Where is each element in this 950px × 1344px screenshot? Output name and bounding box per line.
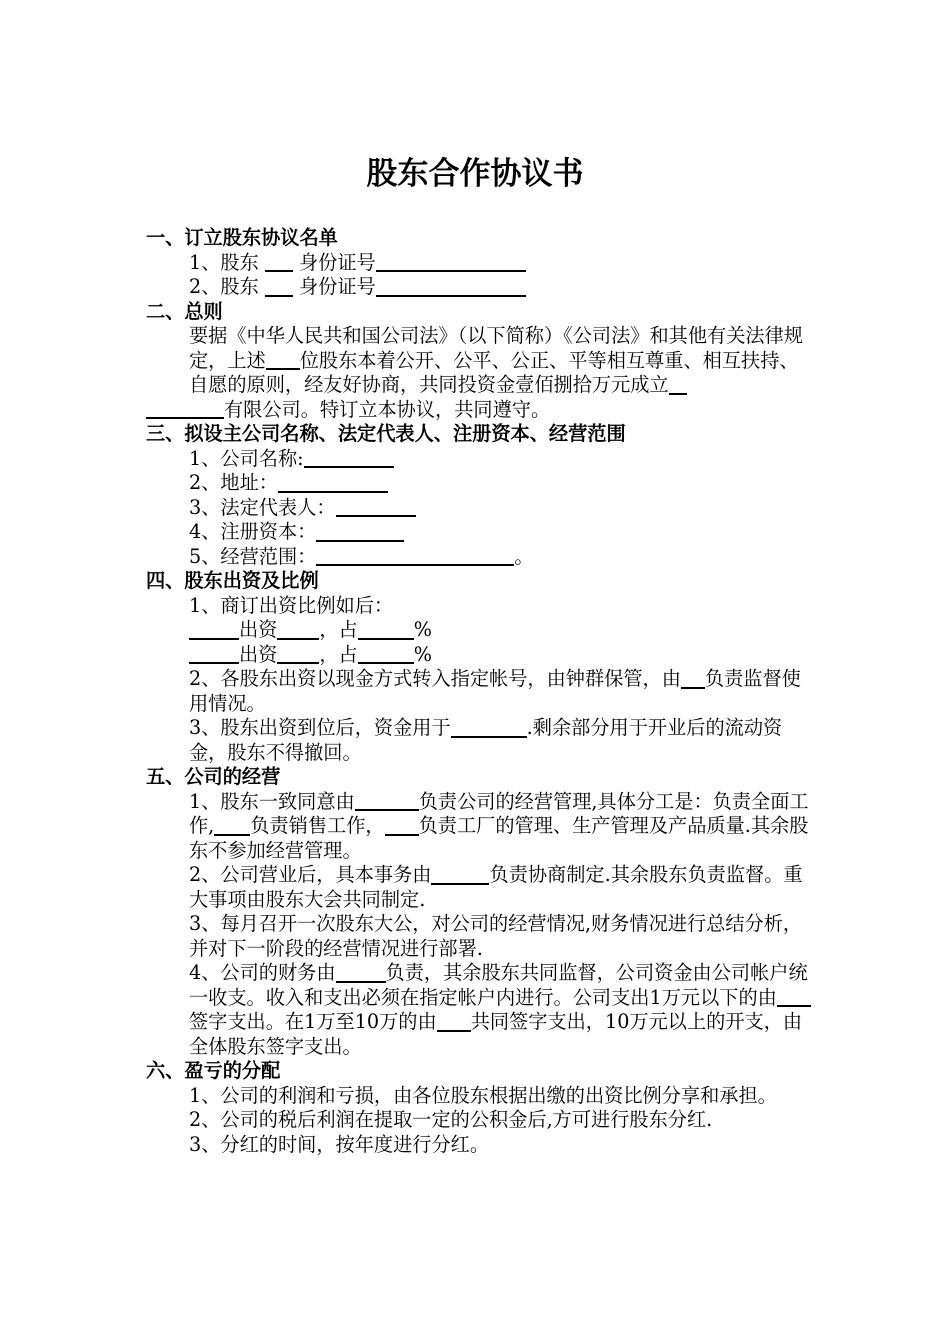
item-label: 5、经营范围： bbox=[189, 544, 317, 568]
company-name-field[interactable] bbox=[304, 449, 394, 468]
company-name-blank[interactable] bbox=[669, 376, 687, 395]
factory-lead-blank[interactable] bbox=[385, 817, 419, 836]
paragraph-text: 负责协商制定.其余股东负责监督。重大事项由股东大会共同制定. bbox=[189, 863, 803, 911]
paragraph-text: 负责监督使用情况。 bbox=[189, 667, 801, 715]
shareholder-row-1 bbox=[146, 251, 811, 276]
item-label: 4、注册资本： bbox=[189, 520, 317, 543]
section-5-heading: 五、公司的经营 bbox=[146, 765, 281, 788]
contribution-paragraph-2 bbox=[146, 667, 811, 716]
paragraph-text: 负责公司的经营管理,具体分工是：负责全面工作, bbox=[189, 789, 809, 837]
contribution-row-1 bbox=[146, 618, 811, 643]
item-label: 1、公司名称: bbox=[189, 446, 304, 470]
paragraph-text: .剩余部分用于开业后的流动资金，股东不得撤回。 bbox=[189, 716, 783, 764]
company-name-item bbox=[146, 447, 811, 472]
shareholder-label: 2、股东 bbox=[189, 275, 259, 298]
id-number-label: 身份证号 bbox=[299, 275, 376, 298]
general-provisions-paragraph bbox=[146, 324, 811, 398]
paragraph-text: 负责工厂的管理、生产管理及产品质量.其余股东不参加经营管理。 bbox=[189, 814, 809, 862]
id-number-label: 身份证号 bbox=[299, 250, 376, 274]
shareholder-count-blank[interactable] bbox=[266, 351, 300, 370]
operation-paragraph-3: 3、每月召开一次股东大公，对公司的经营情况,财务情况进行总结分析，并对下一阶段的经营情况进行部署. bbox=[189, 912, 803, 960]
signer-blank[interactable] bbox=[777, 988, 811, 1007]
id-number-blank[interactable] bbox=[376, 253, 526, 272]
profit-paragraph-2: 2、公司的税后利润在提取一定的公积金后,方可进行股东分红. bbox=[189, 1108, 713, 1131]
item-label: 2、地址： bbox=[189, 471, 278, 494]
item-label: 3、法定代表人： bbox=[189, 495, 336, 519]
profit-paragraph-1: 1、公司的利润和亏损，由各位股东根据出缴的出资比例分享和承担。 bbox=[189, 1083, 777, 1107]
section-4-heading: 四、股东出资及比例 bbox=[146, 569, 319, 592]
percent-sign: % bbox=[413, 618, 432, 641]
paragraph-text: 负责，其余股东共同监督，公司资金由公司帐户统一收支。收入和支出必须在指定帐户内进行。公司支出1万元以下的由 bbox=[189, 961, 808, 1009]
contribution-label: 出资 bbox=[239, 642, 278, 666]
contribution-label: 出资 bbox=[239, 618, 278, 641]
shareholder-label: 1、股东 bbox=[189, 250, 259, 274]
paragraph-text: 负责销售工作， bbox=[250, 814, 385, 837]
manager-blank[interactable] bbox=[355, 792, 419, 811]
operation-paragraph-1 bbox=[146, 790, 811, 864]
section-2-heading: 二、总则 bbox=[146, 299, 223, 323]
shareholder-blank[interactable] bbox=[189, 645, 239, 664]
percent-sign: % bbox=[413, 642, 432, 666]
percent-blank[interactable] bbox=[358, 621, 414, 640]
address-field[interactable] bbox=[278, 474, 388, 493]
document-title: 股东合作协议书 bbox=[366, 156, 584, 192]
id-number-blank[interactable] bbox=[376, 278, 526, 297]
paragraph-text: 签字支出。在1万至10万的由 bbox=[189, 1010, 437, 1033]
paragraph-text: 2、各股东出资以现金方式转入指定帐号，由钟群保管，由 bbox=[189, 667, 681, 690]
paragraph-text: 4、公司的财务由 bbox=[189, 961, 336, 984]
legal-representative-item bbox=[146, 496, 811, 521]
section-3-heading: 三、拟设主公司名称、法定代表人、注册资本、经营范围 bbox=[146, 422, 626, 445]
paragraph-text: 要据《中华人民共和国公司法》（以下简称）《公司法》和其他有关法律规定，上述 bbox=[189, 324, 803, 372]
shareholder-name-blank[interactable] bbox=[265, 253, 293, 272]
supervisor-blank[interactable] bbox=[681, 670, 705, 689]
affairs-lead-blank[interactable] bbox=[431, 866, 489, 885]
document-body bbox=[146, 226, 811, 1157]
contribution-row-2 bbox=[146, 643, 811, 668]
address-item bbox=[146, 471, 811, 496]
share-label: ，占 bbox=[319, 618, 358, 641]
section-1-heading: 一、订立股东协议名单 bbox=[146, 226, 338, 249]
contribution-paragraph-3 bbox=[146, 716, 811, 765]
paragraph-text: 1、股东一致同意由 bbox=[189, 789, 355, 813]
paragraph-text: 共同签字支出，10万元以上的开支，由全体股东签字支出。 bbox=[189, 1010, 803, 1058]
legal-representative-field[interactable] bbox=[336, 498, 416, 517]
operation-paragraph-4 bbox=[146, 961, 811, 1059]
sales-lead-blank[interactable] bbox=[214, 817, 250, 836]
paragraph-text: 有限公司。特订立本协议，共同遵守。 bbox=[224, 397, 551, 421]
company-name-line bbox=[146, 398, 811, 423]
finance-lead-blank[interactable] bbox=[336, 964, 386, 983]
registered-capital-item bbox=[146, 520, 811, 545]
paragraph-text: 3、股东出资到位后，资金用于 bbox=[189, 716, 451, 739]
paragraph-text: 位股东本着公开、公平、公正、平等相互尊重、相互扶持、自愿的原则，经友好协商，共同投资金壹佰捌拾万元成立 bbox=[189, 348, 799, 396]
share-label: ，占 bbox=[319, 642, 358, 666]
percent-blank[interactable] bbox=[358, 645, 414, 664]
business-scope-field[interactable] bbox=[316, 547, 514, 566]
amount-blank[interactable] bbox=[277, 621, 319, 640]
co-signer-blank[interactable] bbox=[437, 1013, 471, 1032]
fund-use-blank[interactable] bbox=[451, 719, 527, 738]
item-punctuation: 。 bbox=[514, 544, 534, 568]
contribution-intro: 1、商订出资比例如后： bbox=[189, 593, 394, 617]
section-6-heading: 六、盈亏的分配 bbox=[146, 1059, 281, 1082]
shareholder-row-2 bbox=[146, 275, 811, 300]
shareholder-name-blank[interactable] bbox=[265, 278, 293, 297]
registered-capital-field[interactable] bbox=[316, 523, 404, 542]
operation-paragraph-2 bbox=[146, 863, 811, 912]
paragraph-text: 2、公司营业后，具本事务由 bbox=[189, 863, 432, 886]
amount-blank[interactable] bbox=[277, 645, 319, 664]
company-name-blank[interactable] bbox=[146, 400, 224, 419]
shareholder-blank[interactable] bbox=[189, 621, 239, 640]
business-scope-item bbox=[146, 545, 811, 570]
profit-paragraph-3: 3、分红的时间，按年度进行分红。 bbox=[189, 1132, 490, 1156]
